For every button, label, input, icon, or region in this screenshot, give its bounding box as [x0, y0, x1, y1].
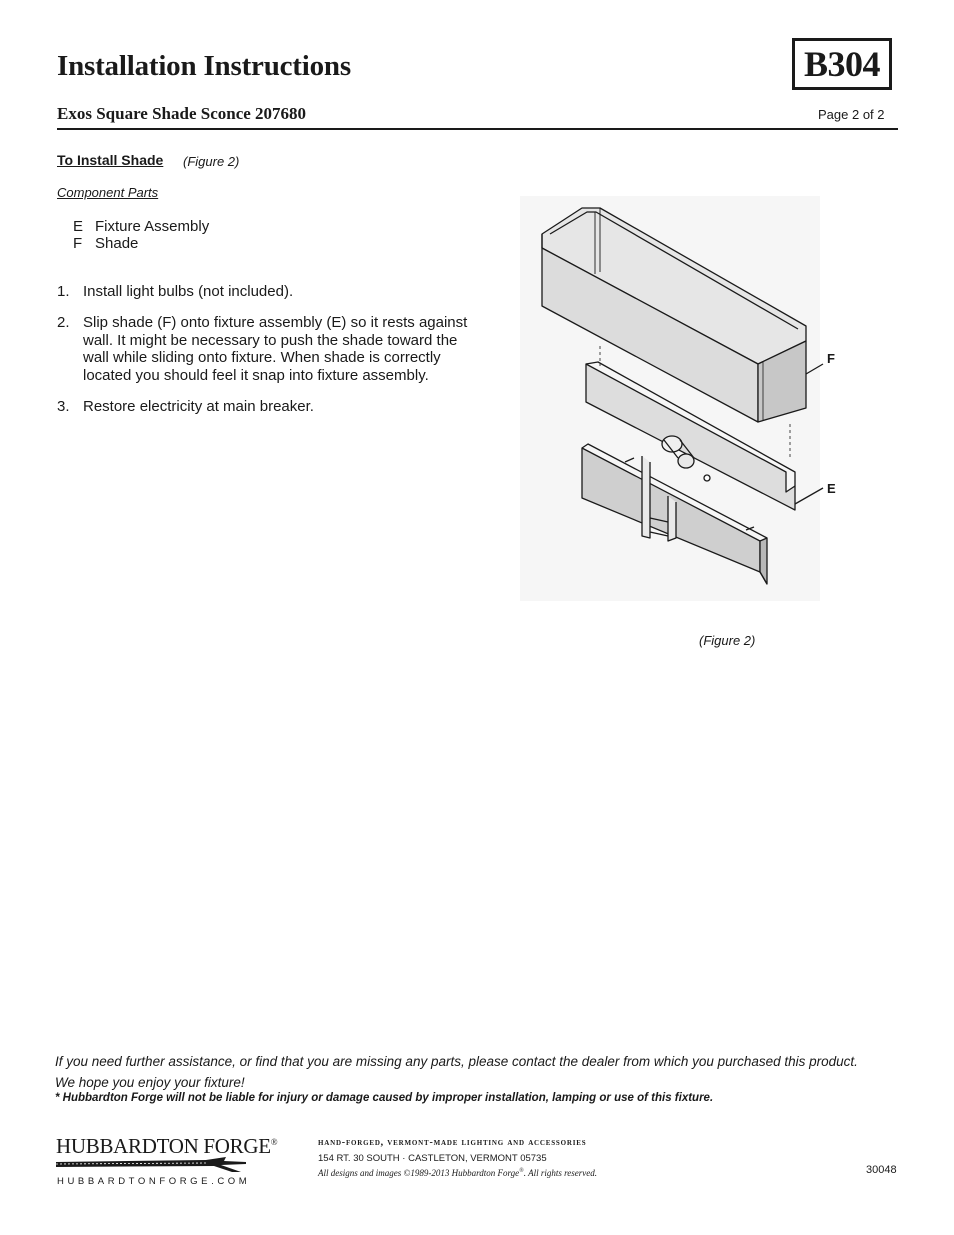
part-letter: F: [73, 235, 83, 252]
copyright-registered-mark: ®: [519, 1168, 524, 1174]
copyright-notice: [318, 1168, 597, 1178]
product-name: Exos Square Shade Sconce 207680: [57, 104, 307, 123]
brand-website: HUBBARDTONFORGE.COM: [57, 1176, 251, 1187]
label-f: F: [827, 351, 835, 366]
assistance-text: If you need further assistance, or find that you are missing any parts, please contact the dealer from which you purchased this product.: [55, 1054, 858, 1069]
part-item: [73, 235, 138, 252]
brand-logo: [56, 1134, 277, 1159]
step-number: 2.: [57, 314, 70, 331]
step-number: 3.: [57, 398, 70, 415]
section-figure-ref: (Figure 2): [183, 154, 240, 169]
step-text: Install light bulbs (not included).: [83, 283, 294, 300]
label-e: E: [827, 481, 836, 496]
component-parts-heading: Component Parts: [57, 185, 159, 200]
part-name: Shade: [95, 235, 139, 252]
copyright-text: All designs and images ©1989-2013 Hubbardton Forge: [318, 1168, 520, 1178]
enjoy-text: We hope you enjoy your fixture!: [55, 1075, 245, 1090]
installation-figure: [520, 196, 836, 601]
brand-hammer-icon: [56, 1157, 246, 1173]
instruction-step: [57, 398, 487, 416]
figure-caption: (Figure 2): [699, 633, 756, 648]
company-address: 154 RT. 30 SOUTH · CASTLETON, VERMONT 05735: [318, 1153, 547, 1164]
document-title: Installation Instructions: [57, 50, 351, 82]
copyright-rights: . All rights reserved.: [523, 1168, 597, 1178]
brand-name: HUBBARDTON FORGE: [56, 1134, 271, 1158]
document-code-box: [792, 38, 892, 90]
brand-registered-mark: ®: [270, 1137, 278, 1147]
step-text: Restore electricity at main breaker.: [83, 398, 314, 415]
instruction-step: [57, 283, 487, 301]
page-number: Page 2 of 2: [818, 107, 885, 122]
part-name: Fixture Assembly: [95, 218, 210, 235]
step-text: Slip shade (F) onto fixture assembly (E) so it rests against wall. It might be necessary to push the shade toward the wall while sliding onto fixture. When shade is correctly located you should feel it snap into fixture assembly.: [83, 314, 468, 384]
instruction-step: [57, 314, 487, 384]
part-item: [73, 218, 209, 235]
part-letter: E: [73, 218, 84, 235]
header-divider: [57, 128, 898, 130]
document-number: 30048: [866, 1164, 897, 1176]
section-heading: To Install Shade: [57, 152, 164, 168]
liability-warning: * Hubbardton Forge will not be liable for injury or damage caused by improper installation, lamping or use of this fixture.: [55, 1092, 714, 1104]
document-code: B304: [803, 44, 880, 84]
step-number: 1.: [57, 283, 70, 300]
assistance-note: [55, 1051, 905, 1093]
company-tagline: hand-forged, vermont-made lighting and accessories: [318, 1137, 587, 1148]
